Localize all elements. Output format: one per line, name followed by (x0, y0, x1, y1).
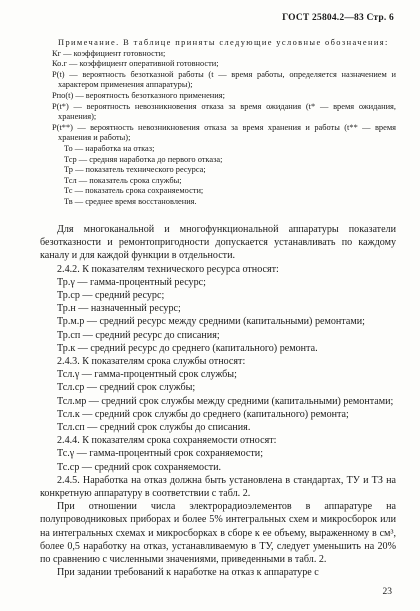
note-line: Pпо(t) — вероятность безотказного применения; (52, 90, 225, 100)
note-line: Кг — коэффициент готовности; (52, 48, 166, 58)
note-line: P(t*) — вероятность невозникновения отказа за время ожидания (t* — время ожидания, хранения); (52, 101, 396, 122)
list-item: Тсл.мр — средний срок службы между средними (капитальными) ремонтами; (57, 395, 394, 407)
note-line: Ко.г — коэффициент оперативной готовности; (52, 59, 219, 69)
paragraph: При отношении числа электрорадиоэлементов в аппаратуре на полупроводниковых приборах и более 5% интегральных схем и микросборок или на интегральных схемах и микросборках в сборе к ее объему, выраженному в см³, более 0,5 наработку на отказ, устанавливаемую в ТУ, следует уменьшить на 20% по сравнению с численными значениями, приведенными в табл. 2. (40, 501, 396, 566)
paragraph: Для многоканальной и многофункциональной аппаратуры показатели безотказности и ремонтопригодности допускается устанавливать по каждому каналу и для каждой функции в отдельности. (40, 224, 396, 262)
main-text (40, 223, 396, 579)
list-item: Тр.к — средний ресурс до среднего (капитального) ремонта. (57, 342, 318, 354)
list-item: Тс.γ — гамма-процентный срок сохраняемости; (57, 448, 264, 460)
paragraph: При задании требований к наработке на отказ к аппаратуре с (57, 567, 319, 579)
note-section (40, 38, 396, 208)
list-item: Тсл.к — средний срок службы до среднего (капитального) ремонта; (57, 408, 349, 420)
section-heading: 2.4.2. К показателям технического ресурса относят: (57, 263, 279, 275)
note-line: Тв — среднее время восстановления. (64, 196, 197, 206)
note-line: Тс — показатель срока сохраняемости; (64, 186, 204, 196)
note-line: Примечание. В таблице приняты следующие условные обозначения: (58, 38, 389, 47)
list-item: Тс.ср — средний срок сохраняемости. (57, 461, 222, 473)
page-number: 23 (382, 587, 392, 597)
list-item: Тр.м.р — средний ресурс между средними (капитальными) ремонтами; (57, 316, 365, 328)
paragraph: 2.4.5. Наработка на отказ должна быть установлена в стандартах, ТУ и ТЗ на конкретную аппаратуру в соответствии с табл. 2. (40, 474, 396, 500)
note-line: Тр — показатель технического ресурса; (64, 165, 206, 175)
note-line: P(t) — вероятность безотказной работы (t — время работы, определяется назначением и характером применения аппаратуры); (52, 69, 396, 90)
list-item: Тр.сп — средний ресурс до списания; (57, 329, 220, 341)
note-line: Тсл — показатель срока службы; (64, 175, 182, 185)
note-line: P(t**) — вероятность невозникновения отказа за время хранения и работы (t** — время хранения и работы); (52, 122, 396, 143)
note-line: То — наработка на отказ; (64, 143, 155, 153)
list-item: Тр.ср — средний ресурс; (57, 290, 165, 302)
section-heading: 2.4.4. К показателям срока сохраняемости относят: (57, 435, 277, 447)
note-line: Тср — средняя наработка до первого отказа; (64, 154, 223, 164)
page-header: ГОСТ 25804.2—83 Стр. 6 (282, 13, 394, 23)
list-item: Тр.н — назначенный ресурс; (57, 303, 181, 315)
list-item: Тсл.ср — средний срок службы; (57, 382, 196, 394)
list-item: Тсл.γ — гамма-процентный срок службы; (57, 369, 237, 381)
section-heading: 2.4.3. К показателям срока службы относят: (57, 356, 246, 368)
list-item: Тсл.сп — средний срок службы до списания. (57, 422, 251, 434)
list-item: Тр.γ — гамма-процентный ресурс; (57, 276, 206, 288)
